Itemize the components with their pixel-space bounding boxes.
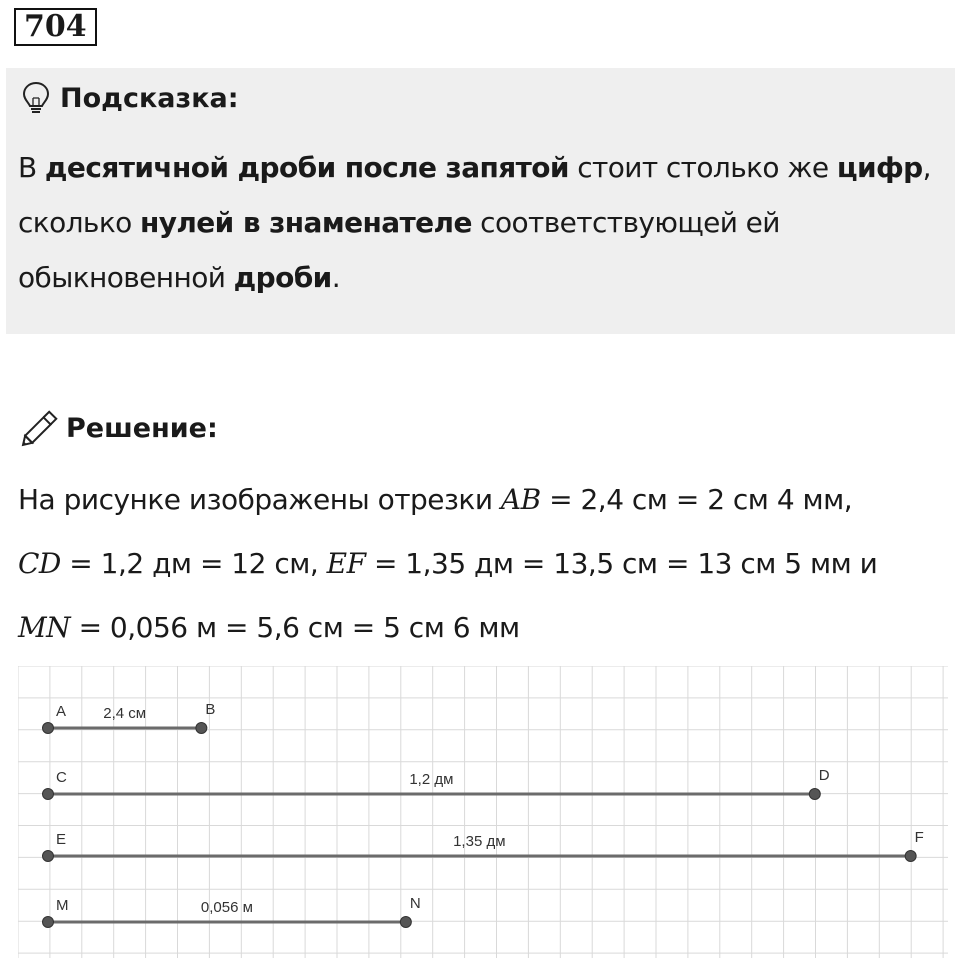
solution-text-segment: = 1,35 дм = 13,5 см = 13 см 5 мм и	[365, 547, 878, 580]
solution-text	[18, 468, 948, 660]
segments-figure	[18, 666, 948, 958]
point-label-N: N	[409, 895, 421, 912]
solution-line	[18, 532, 948, 596]
solution-text-segment: = 0,056 м = 5,6 см = 5 см 6 мм	[70, 611, 520, 644]
point-label-M: M	[56, 897, 69, 914]
point-N	[400, 917, 411, 928]
point-M	[43, 917, 54, 928]
lightbulb-icon	[18, 80, 54, 116]
segment-variable: CD	[18, 547, 61, 580]
solution-text-segment: = 1,2 дм = 12 см,	[60, 547, 327, 580]
hint-title	[18, 80, 239, 116]
point-C	[43, 789, 54, 800]
hint-text-segment: В	[18, 151, 45, 184]
hint-text-segment: сколько	[18, 206, 140, 239]
solution-text-segment: = 2,4 см = 2 см 4 мм,	[540, 483, 853, 516]
segment-variable: EF	[326, 547, 366, 580]
point-A	[43, 723, 54, 734]
solution-line	[18, 596, 948, 660]
solution-line	[18, 468, 948, 532]
point-B	[196, 723, 207, 734]
problem-number: 704	[14, 8, 97, 46]
hint-bold-text: дроби	[233, 261, 332, 294]
hint-text-segment: ,	[922, 151, 931, 184]
hint-bold-text: десятичной дроби после запятой	[44, 151, 569, 184]
point-F	[905, 851, 916, 862]
segment-length-label: 1,35 дм	[453, 833, 506, 850]
solution-title	[18, 406, 218, 450]
point-label-E: E	[56, 831, 67, 848]
point-label-C: C	[56, 769, 67, 786]
segment-variable: AB	[500, 483, 541, 516]
segment-length-label: 1,2 дм	[409, 771, 454, 788]
solution-text-segment: На рисунке изображены отрезки	[18, 483, 501, 516]
hint-text-segment: соответствующей ей	[471, 206, 780, 239]
point-label-F: F	[914, 829, 924, 846]
segment-length-label: 0,056 м	[200, 899, 253, 916]
hint-text	[18, 140, 938, 305]
hint-text-segment: .	[331, 261, 341, 294]
segment-variable: MN	[18, 611, 71, 644]
pencil-icon	[18, 406, 62, 450]
solution-title-text: Решение:	[66, 412, 218, 444]
hint-text-segment: обыкновенной	[18, 261, 234, 294]
point-D	[809, 789, 820, 800]
point-label-B: B	[205, 701, 216, 718]
segment-length-label: 2,4 см	[103, 705, 147, 722]
hint-text-segment: стоит столько же	[568, 151, 837, 184]
point-E	[43, 851, 54, 862]
hint-title-text: Подсказка:	[60, 82, 239, 114]
point-label-A: A	[56, 703, 67, 720]
hint-bold-text: нулей в знаменателе	[139, 206, 472, 239]
point-label-D: D	[818, 767, 830, 784]
hint-bold-text: цифр	[836, 151, 923, 184]
